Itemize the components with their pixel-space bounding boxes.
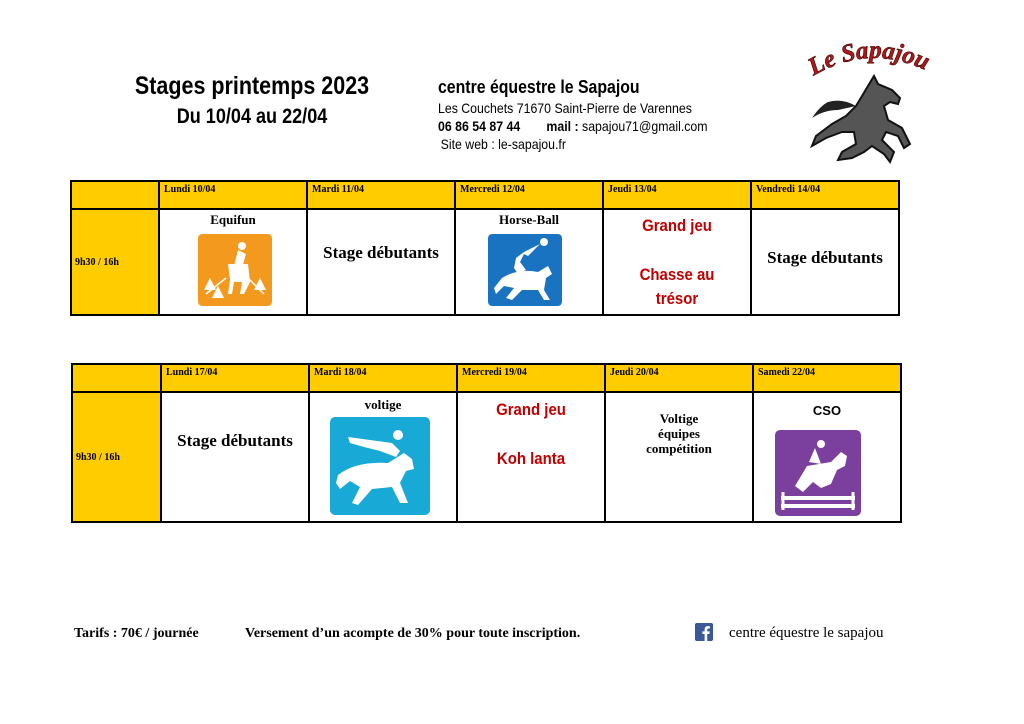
- svg-text:Le Sapajou: [803, 40, 934, 81]
- activity-line3: trésor: [655, 289, 699, 308]
- title-line1: Stages printemps 2023: [134, 72, 370, 100]
- facebook-page-link[interactable]: centre équestre le sapajou: [729, 625, 884, 641]
- day-header: Mercredi 12/04: [455, 181, 603, 209]
- horse-icon: [812, 76, 910, 162]
- week2-row: [72, 392, 901, 522]
- time-slot: 9h30 / 16h: [71, 209, 159, 315]
- tarifs: Tarifs : 70€ / journée: [74, 626, 199, 641]
- day-header: Mardi 11/04: [307, 181, 455, 209]
- schedule-week1: [70, 180, 900, 316]
- activity-text: Stage débutants: [323, 243, 439, 262]
- activity-title: Equifun: [210, 212, 256, 227]
- cell-voltige: [309, 392, 457, 522]
- mail[interactable]: sapajou71@gmail.com: [582, 118, 708, 134]
- day-header: Vendredi 14/04: [751, 181, 899, 209]
- activity-line2: Chasse au: [639, 265, 715, 284]
- activity-line3: compétition: [646, 441, 712, 456]
- acompte-note: Versement d’un acompte de 30% pour toute inscription.: [245, 626, 581, 641]
- day-header: Samedi 22/04: [753, 364, 901, 392]
- activity-text: Stage débutants: [767, 248, 883, 267]
- activity-line1: Grand jeu: [496, 400, 566, 419]
- cell-stage-debutants: [161, 392, 309, 522]
- voltige-icon: [330, 417, 430, 515]
- activity-title: CSO: [812, 403, 842, 418]
- day-header: Jeudi 13/04: [603, 181, 751, 209]
- cell-cso: [753, 392, 901, 522]
- activity-line1: Grand jeu: [642, 216, 712, 235]
- day-header: Lundi 17/04: [161, 364, 309, 392]
- logo: [798, 40, 948, 168]
- week1-row: [71, 209, 899, 315]
- address: Les Couchets 71670 Saint-Pierre de Varennes: [438, 100, 692, 116]
- cell-horse-ball: [455, 209, 603, 315]
- cell-grand-jeu: [457, 392, 605, 522]
- title-line2: Du 10/04 au 22/04: [176, 105, 328, 128]
- cell-stage-debutants: [307, 209, 455, 315]
- activity-title: voltige: [364, 397, 402, 412]
- phone-mail-line: [438, 118, 708, 134]
- org-name: centre équestre le Sapajou: [438, 77, 640, 97]
- activity-text: Stage débutants: [177, 431, 293, 450]
- activity-title: Horse-Ball: [499, 212, 559, 227]
- contact-block: [438, 77, 744, 152]
- cell-stage-debutants-2: [751, 209, 899, 315]
- week1-header-row: [71, 181, 899, 209]
- cell-equifun: [159, 209, 307, 315]
- cell-grand-jeu: [603, 209, 751, 315]
- cell-voltige-competition: [605, 392, 753, 522]
- mail-label: mail :: [546, 118, 579, 134]
- website[interactable]: Site web : le-sapajou.fr: [440, 136, 566, 152]
- facebook-icon[interactable]: [695, 623, 713, 641]
- day-header: Lundi 10/04: [159, 181, 307, 209]
- equifun-icon: [198, 234, 272, 306]
- activity-text-block: [606, 411, 752, 456]
- header-blank: [72, 364, 161, 392]
- time-slot: 9h30 / 16h: [72, 392, 161, 522]
- activity-line2: équipes: [658, 426, 700, 441]
- week2-header-row: [72, 364, 901, 392]
- page-title: [112, 72, 392, 129]
- schedule-week2: [71, 363, 902, 523]
- logo-text: Le Sapajou: [803, 40, 934, 81]
- phone: 06 86 54 87 44: [438, 118, 521, 134]
- day-header: Mardi 18/04: [309, 364, 457, 392]
- horse-ball-icon: [488, 234, 562, 306]
- activity-line1: Voltige: [659, 411, 699, 426]
- day-header: Mercredi 19/04: [457, 364, 605, 392]
- header-blank: [71, 181, 159, 209]
- activity-line2: Koh lanta: [496, 449, 566, 468]
- cso-icon: [775, 430, 861, 516]
- day-header: Jeudi 20/04: [605, 364, 753, 392]
